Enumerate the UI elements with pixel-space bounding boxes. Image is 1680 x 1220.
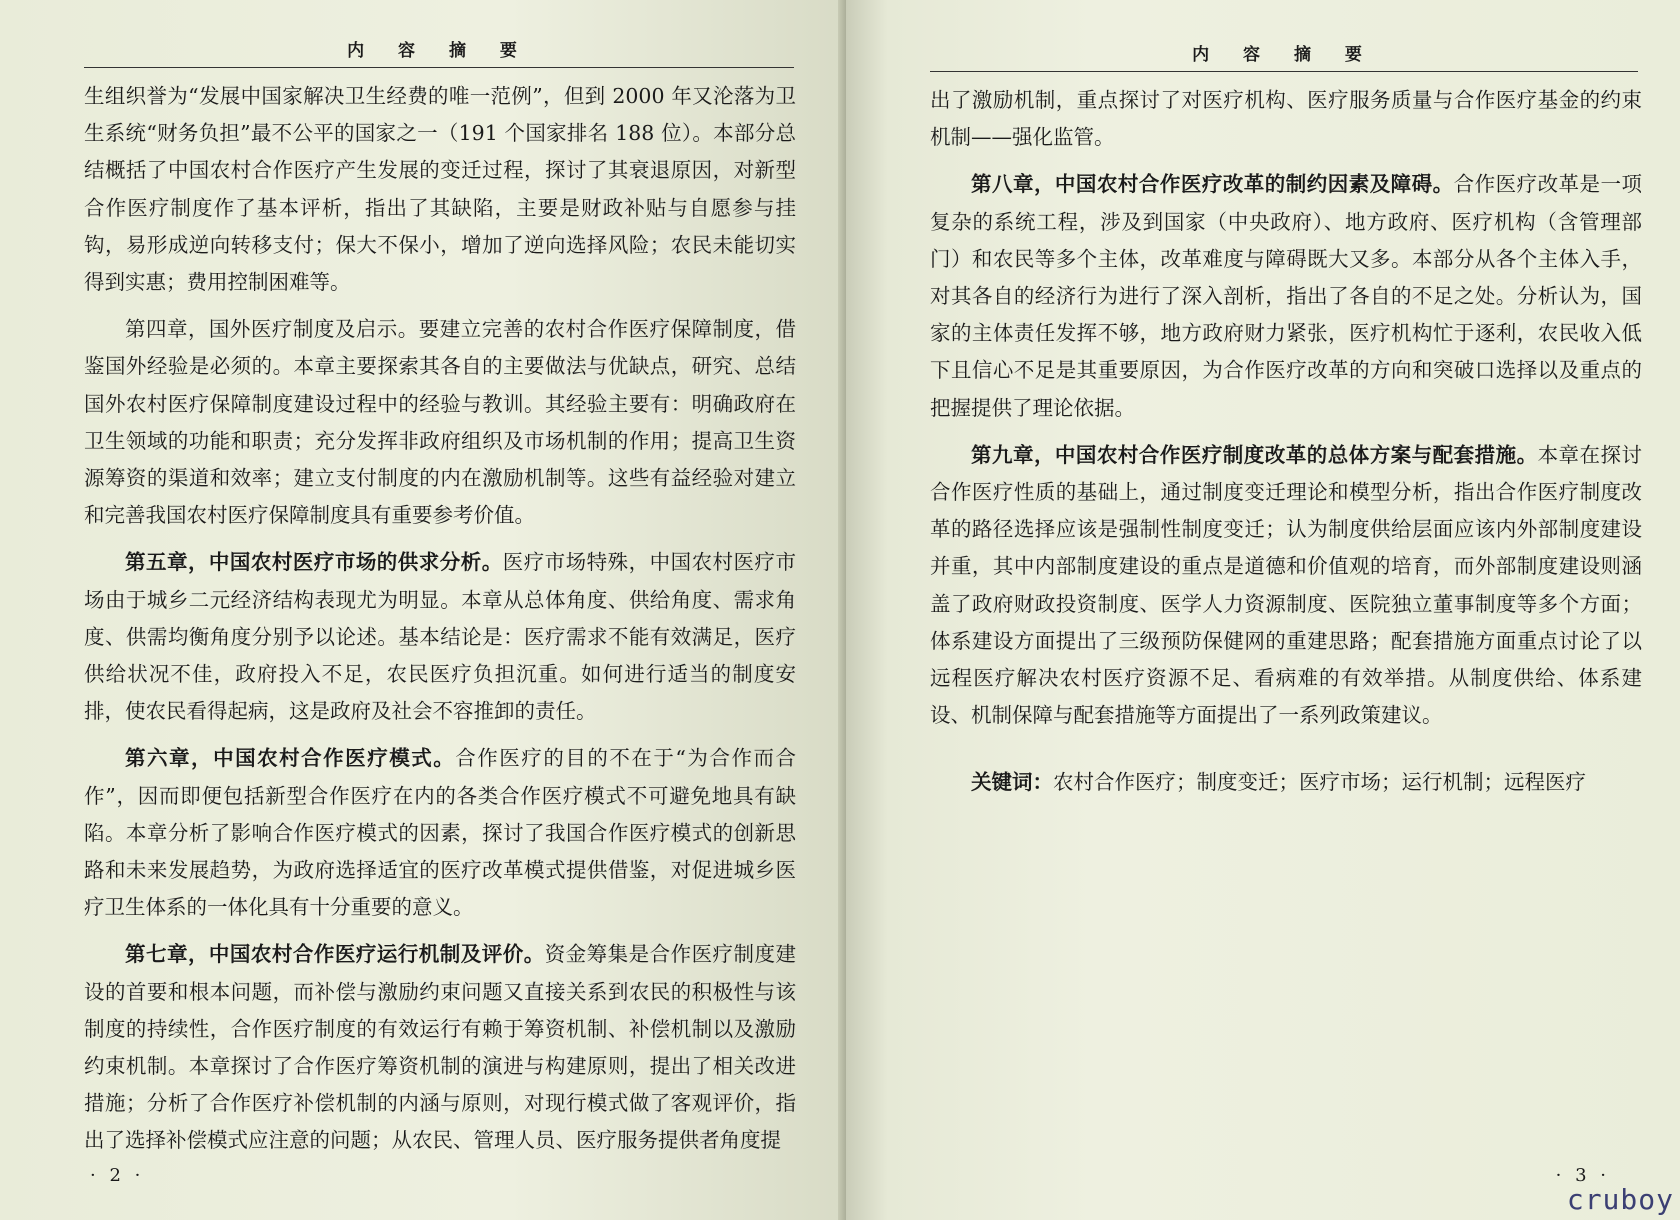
paragraph-text: 资金筹集是合作医疗制度建设的首要和根本问题，而补偿与激励约束问题又直接关系到农民的积极性与该制度的持续性，合作医疗制度的有效运行有赖于筹资机制、补偿机制以及激励约束机制。本章探讨了合作医疗筹资机制的演进与构建原则，提出了相关改进措施；分析了合作医疗补偿机制的内涵与原则，对现行模式做了客观评价，指出了选择补偿模式应注意的问题；从农民、管理人员、医疗服务提供者角度提 (84, 942, 797, 1153)
paragraph (84, 311, 796, 534)
left-body-text (84, 78, 796, 1160)
paragraph-text: 医疗市场特殊，中国农村医疗市场由于城乡二元经济结构表现尤为明显。本章从总体角度、供给角度、需求角度、供需均衡角度分别予以论述。基本结论是：医疗需求不能有效满足，医疗供给状况不佳，政府投入不足，农民医疗负担沉重。如何进行适当的制度安排，使农民看得起病，这是政府及社会不容推卸的责任。 (84, 550, 797, 724)
paragraph-text: 合作医疗的目的不在于“为合作而合作”，因而即便包括新型合作医疗在内的各类合作医疗模式不可避免地具有缺陷。本章分析了影响合作医疗模式的因素，探讨了我国合作医疗模式的创新思路和未来发展趋势，为政府选择适宜的医疗改革模式提供借鉴，对促进城乡医疗卫生体系的一体化具有十分重要的意义。 (84, 746, 797, 920)
paragraph (930, 82, 1642, 156)
right-body-text (930, 82, 1642, 802)
paragraph (84, 544, 796, 730)
watermark: cruboy (1566, 1183, 1674, 1216)
paragraph (84, 740, 796, 926)
running-head: 内 容 摘 要 (84, 36, 794, 68)
right-page (846, 0, 1680, 1220)
paragraph (930, 437, 1642, 735)
chapter-heading: 第五章，中国农村医疗市场的供求分析。 (125, 550, 503, 575)
paragraph-text: 第四章，国外医疗制度及启示。要建立完善的农村合作医疗保障制度，借鉴国外经验是必须的。本章主要探索其各自的主要做法与优缺点，研究、总结国外农村医疗保障制度建设过程中的经验与教训。其经验主要有：明确政府在卫生领域的功能和职责；充分发挥非政府组织及市场机制的作用；提高卫生资源筹资的渠道和效率；建立支付制度的内在激励机制等。这些有益经验对建立和完善我国农村医疗保障制度具有重要参考价值。 (84, 317, 796, 528)
paragraph-text: 生组织誉为“发展中国家解决卫生经费的唯一范例”，但到 2000 年又沦落为卫生系统“财务负担”最不公平的国家之一（191 个国家排名 188 位）。本部分总结概括了中国农村合作医疗产生发展的变迁过程，探讨了其衰退原因，对新型合作医疗制度作了基本评析，指出了其缺陷，主要是财政补贴与自愿参与挂钩，易形成逆向转移支付；保大不保小，增加了逆向选择风险；农民未能切实得到实惠；费用控制困难等。 (84, 84, 796, 295)
paragraph (84, 78, 796, 301)
chapter-heading: 第九章，中国农村合作医疗制度改革的总体方案与配套措施。 (971, 442, 1538, 467)
keywords-line (930, 764, 1642, 801)
paragraph-text: 出了激励机制，重点探讨了对医疗机构、医疗服务质量与合作医疗基金的约束机制——强化监管。 (930, 88, 1642, 150)
chapter-heading: 第六章，中国农村合作医疗模式。 (125, 746, 456, 771)
running-head: 内 容 摘 要 (930, 40, 1638, 72)
page-number: · 2 · (90, 1165, 145, 1186)
keywords-label: 关键词： (971, 770, 1053, 795)
paragraph-text: 本章在探讨合作医疗性质的基础上，通过制度变迁理论和模型分析，指出合作医疗制度改革的路径选择应该是强制性制度变迁；认为制度供给层面应该内外部制度建设并重，其中内部制度建设的重点是道德和价值观的培育，而外部制度建设则涵盖了政府财政投资制度、医学人力资源制度、医院独立董事制度等多个方面；体系建设方面提出了三级预防保健网的重建思路；配套措施方面重点讨论了以远程医疗解决农村医疗资源不足、看病难的有效举措。从制度供给、体系建设、机制保障与配套措施等方面提出了一系列政策建议。 (930, 442, 1642, 728)
paragraph (84, 936, 796, 1159)
paragraph (930, 166, 1642, 426)
paragraph-text: 合作医疗改革是一项复杂的系统工程，涉及到国家（中央政府）、地方政府、医疗机构（含管理部门）和农民等多个主体，改革难度与障碍既大又多。本部分从各个主体入手，对其各自的经济行为进行了深入剖析，指出了各自的不足之处。分析认为，国家的主体责任发挥不够，地方政府财力紧张，医疗机构忙于逐利，农民收入低下且信心不足是其重要原因，为合作医疗改革的方向和突破口选择以及重点的把握提供了理论依据。 (930, 172, 1643, 420)
chapter-heading: 第八章，中国农村合作医疗改革的制约因素及障碍。 (971, 172, 1454, 197)
chapter-heading: 第七章，中国农村合作医疗运行机制及评价。 (125, 942, 545, 967)
keywords: 农村合作医疗；制度变迁；医疗市场；运行机制；远程医疗 (1053, 770, 1586, 795)
page-number: · 3 · (1555, 1165, 1610, 1186)
